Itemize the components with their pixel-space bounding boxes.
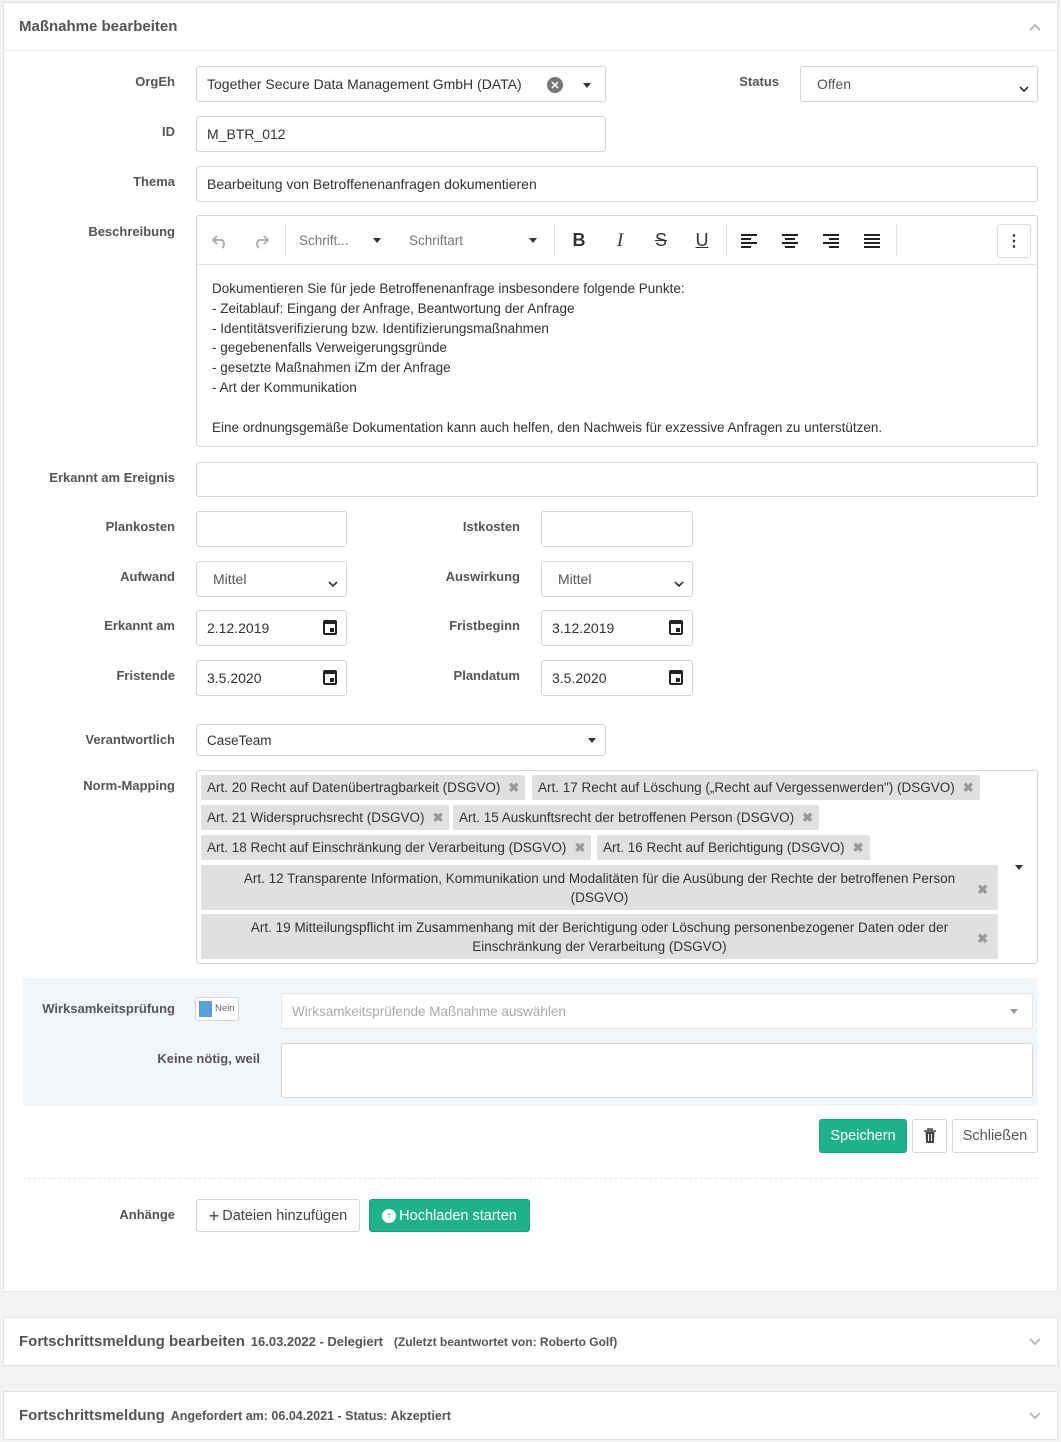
norm-mapping-label: Norm-Mapping [83, 778, 175, 793]
delete-button[interactable] [912, 1119, 947, 1153]
text-line: - gegebenenfalls Verweigerungsgründe [212, 340, 447, 356]
norm-tag-label: Art. 20 Recht auf Datenübertragbarkeit (DSGVO) [207, 780, 501, 795]
norm-tag [201, 775, 525, 800]
caret-down-icon[interactable] [1015, 865, 1023, 870]
align-left-icon[interactable] [737, 216, 761, 265]
progress-panel-2-title: Fortschrittsmeldung [19, 1407, 165, 1424]
norm-tag [453, 805, 819, 830]
chevron-down-icon [328, 575, 338, 591]
erkannt-am-date-input[interactable] [196, 610, 347, 646]
editor-content[interactable] [197, 265, 1037, 451]
align-right-icon[interactable] [819, 216, 843, 265]
underline-icon[interactable]: U [695, 230, 709, 250]
chevron-up-icon[interactable] [1027, 19, 1043, 35]
remove-tag-icon[interactable]: ✖ [432, 809, 444, 825]
plankosten-input[interactable] [196, 511, 347, 547]
strikethrough-icon[interactable]: S [654, 230, 667, 250]
remove-tag-icon[interactable]: ✖ [962, 779, 974, 795]
norm-tag [201, 805, 449, 830]
norm-tag [201, 835, 591, 860]
upload-label: Hochladen starten [399, 1207, 517, 1224]
calendar-icon[interactable] [323, 620, 337, 635]
toggle-handle [199, 1001, 212, 1017]
chevron-down-icon [1019, 80, 1029, 96]
upload-circle-icon: ↑ [382, 1209, 396, 1223]
remove-tag-icon[interactable]: ✖ [977, 881, 988, 897]
bold-icon[interactable]: B [572, 230, 586, 250]
auswirkung-label: Auswirkung [445, 569, 520, 584]
norm-tag-label: Art. 21 Widerspruchsrecht (DSGVO) [207, 810, 425, 825]
aufwand-value: Mittel [213, 571, 247, 587]
beschreibung-label: Beschreibung [88, 224, 175, 239]
calendar-icon[interactable] [323, 670, 337, 685]
add-files-label: Dateien hinzufügen [222, 1207, 348, 1224]
status-label: Status [739, 74, 779, 89]
id-value: M_BTR_012 [207, 126, 286, 142]
aufwand-select[interactable] [196, 561, 347, 597]
orgeh-value: Together Secure Data Management GmbH (DATA) [207, 76, 522, 92]
keine-noetig-textarea[interactable] [281, 1043, 1033, 1098]
caret-down-icon [529, 238, 537, 243]
norm-tag-label: Art. 18 Recht auf Einschränkung der Verarbeitung (DSGVO) [207, 840, 567, 855]
fristende-date-input[interactable] [196, 660, 347, 696]
fristende-label: Fristende [116, 668, 175, 683]
chevron-down-icon [674, 575, 684, 591]
wirksamkeit-label: Wirksamkeitsprüfung [42, 1001, 175, 1016]
progress-panel-2-meta: Angefordert am: 06.04.2021 - Status: Akzeptiert [170, 1409, 451, 1423]
text-line: - gesetzte Maßnahmen iZm der Anfrage [212, 360, 451, 376]
erkannt-am-ereignis-input[interactable] [196, 462, 1038, 497]
remove-tag-icon[interactable]: ✖ [574, 839, 586, 855]
fristbeginn-label: Fristbeginn [449, 618, 520, 633]
orgeh-label: OrgEh [135, 74, 175, 89]
norm-tag [201, 914, 998, 959]
font-family-label: Schriftart [409, 233, 464, 248]
clear-icon[interactable]: ✕ [547, 77, 563, 93]
caret-down-icon [373, 238, 381, 243]
font-family-dropdown[interactable] [409, 216, 539, 265]
auswirkung-select[interactable] [541, 561, 693, 597]
caret-down-icon [1010, 1009, 1018, 1014]
verantwortlich-label: Verantwortlich [85, 732, 175, 747]
chevron-down-icon[interactable] [1027, 1408, 1043, 1424]
rich-text-editor[interactable] [196, 215, 1038, 447]
remove-tag-icon[interactable]: ✖ [977, 930, 988, 946]
plankosten-label: Plankosten [105, 519, 175, 534]
istkosten-input[interactable] [541, 511, 693, 547]
thema-input[interactable] [196, 166, 1038, 202]
erkannt-am-label: Erkannt am [104, 618, 175, 633]
text-line: - Art der Kommunikation [212, 379, 357, 395]
erkannt-am-value: 2.12.2019 [207, 620, 270, 636]
text-line: Eine ordnungsgemäße Dokumentation kann auch helfen, den Nachweis für exzessive Anfragen zu unterstützen. [212, 419, 883, 435]
editor-toolbar [197, 216, 1037, 265]
remove-tag-icon[interactable]: ✖ [852, 839, 864, 855]
panel-header[interactable] [4, 3, 1057, 51]
fristbeginn-date-input[interactable] [541, 610, 693, 646]
id-input[interactable] [196, 116, 606, 152]
norm-tag [201, 865, 998, 910]
wirksamkeit-select[interactable] [281, 993, 1033, 1029]
trash-icon [923, 1128, 937, 1144]
toggle-text: Nein [215, 1003, 235, 1014]
norm-tag [532, 775, 980, 800]
norm-tag [597, 835, 870, 860]
calendar-icon[interactable] [669, 620, 683, 635]
panel-title: Maßnahme bearbeiten [19, 18, 178, 35]
erkannt-am-ereignis-label: Erkannt am Ereignis [49, 470, 175, 485]
plandatum-date-input[interactable] [541, 660, 693, 696]
text-line: - Zeitablauf: Eingang der Anfrage, Beantwortung der Anfrage [212, 300, 575, 316]
thema-value: Bearbeitung von Betroffenenanfragen dokumentieren [207, 176, 537, 192]
caret-down-icon [588, 738, 596, 743]
text-line: Dokumentieren Sie für jede Betroffenenanfrage insbesondere folgende Punkte: [212, 281, 685, 296]
status-select[interactable] [800, 66, 1038, 102]
font-size-dropdown[interactable] [299, 216, 385, 265]
norm-tag-label: Art. 17 Recht auf Löschung („Recht auf Vergessenwerden") (DSGVO) [538, 780, 955, 795]
orgeh-select[interactable] [196, 66, 606, 102]
close-button[interactable]: Schließen [952, 1119, 1038, 1153]
verantwortlich-value: CaseTeam [207, 732, 272, 748]
verantwortlich-select[interactable] [196, 724, 606, 756]
plandatum-label: Plandatum [453, 668, 520, 683]
undo-icon[interactable] [207, 216, 233, 265]
toolbar-separator [554, 224, 555, 256]
toolbar-separator [726, 224, 727, 256]
text-line [212, 398, 1022, 418]
divider [23, 1178, 1038, 1179]
fristende-value: 3.5.2020 [207, 670, 262, 686]
norm-tag-label: Art. 16 Recht auf Berichtigung (DSGVO) [603, 840, 845, 855]
progress-panel-1-meta: 16.03.2022 - Delegiert [250, 1334, 384, 1349]
plus-icon: + [208, 1205, 220, 1226]
progress-panel-1-title: Fortschrittsmeldung bearbeiten [19, 1333, 245, 1350]
progress-panel-1-note: (Zuletzt beantwortet von: Roberto Golf) [393, 1335, 618, 1349]
istkosten-label: Istkosten [462, 519, 520, 534]
wirksamkeit-toggle[interactable] [195, 997, 239, 1021]
italic-icon[interactable]: I [616, 229, 624, 251]
calendar-icon[interactable] [669, 670, 683, 685]
redo-icon[interactable] [248, 216, 274, 265]
remove-tag-icon[interactable]: ✖ [802, 809, 814, 825]
text-line: - Identitätsverifizierung bzw. Identifizierungsmaßnahmen [212, 320, 549, 336]
aufwand-label: Aufwand [120, 569, 175, 584]
font-size-label: Schrift... [299, 233, 349, 248]
align-center-icon[interactable] [778, 216, 802, 265]
more-options-icon[interactable]: ⋮ [997, 224, 1031, 258]
progress-panel-2[interactable] [3, 1391, 1058, 1440]
norm-tag-label: Art. 12 Transparente Information, Kommunikation und Modalitäten für die Ausübung der Rechte der betroffenen Person (DSGVO) [243, 870, 956, 905]
progress-panel-1[interactable] [3, 1317, 1058, 1366]
wirksamkeit-placeholder: Wirksamkeitsprüfende Maßnahme auswählen [292, 1003, 566, 1019]
add-files-button[interactable] [196, 1199, 360, 1232]
caret-down-icon[interactable] [583, 83, 591, 88]
remove-tag-icon[interactable]: ✖ [508, 779, 520, 795]
toolbar-separator [896, 224, 897, 256]
thema-label: Thema [133, 174, 175, 189]
anhaenge-label: Anhänge [119, 1207, 175, 1222]
chevron-down-icon[interactable] [1027, 1334, 1043, 1350]
auswirkung-value: Mittel [558, 571, 592, 587]
id-label: ID [162, 124, 175, 139]
fristbeginn-value: 3.12.2019 [552, 620, 615, 636]
progress-panel-1-header [19, 1333, 617, 1350]
upload-button[interactable] [369, 1199, 530, 1232]
progress-panel-2-header [19, 1407, 451, 1424]
toolbar-separator [285, 224, 286, 256]
status-value: Offen [817, 76, 851, 92]
keine-noetig-label: Keine nötig, weil [157, 1051, 260, 1066]
norm-tag-label: Art. 15 Auskunftsrecht der betroffenen Person (DSGVO) [459, 810, 795, 825]
norm-tag-label: Art. 19 Mitteilungspflicht im Zusammenhang mit der Berichtigung oder Löschung personenbezogener Daten oder der Einschränkung der Verarbeitung (DSGVO) [250, 919, 949, 954]
save-button[interactable]: Speichern [819, 1119, 907, 1153]
align-justify-icon[interactable] [860, 216, 884, 265]
plandatum-value: 3.5.2020 [552, 670, 607, 686]
